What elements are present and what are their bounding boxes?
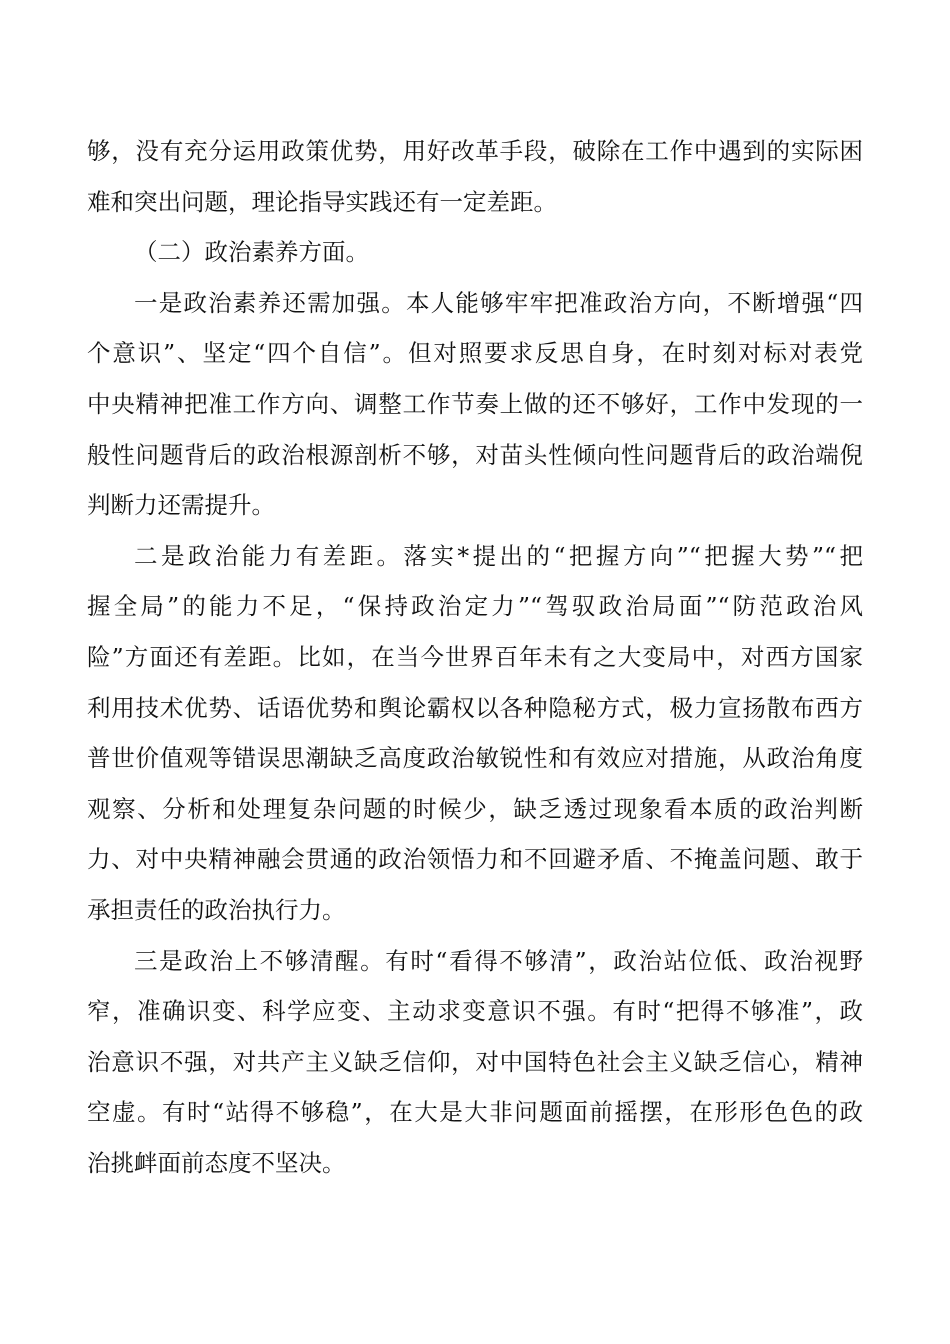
text-line: 治挑衅面前态度不坚决。 <box>87 1148 346 1177</box>
text-line: 中央精神把准工作方向、调整工作节奏上做的还不够好，工作中发现的一 <box>87 389 863 418</box>
paragraph-continued <box>87 126 863 227</box>
text-line: 够，没有充分运用政策优势，用好改革手段，破除在工作中遇到的实际困 <box>87 137 863 165</box>
text-line: 二是政治能力有差距。落实*提出的“把握方向”“把握大势”“把 <box>134 541 863 570</box>
text-line: 判断力还需提升。 <box>87 491 275 520</box>
text-line: 难和突出问题，理论指导实践还有一定差距。 <box>87 187 557 216</box>
text-line: 承担责任的政治执行力。 <box>87 895 346 924</box>
text-line: 三是政治上不够清醒。有时“看得不够清”，政治站位低、政治视野 <box>134 946 863 975</box>
text-line: 观察、分析和处理复杂问题的时候少，缺乏透过现象看本质的政治判断 <box>87 794 863 823</box>
text-line: 个意识”、坚定“四个自信”。但对照要求反思自身，在时刻对标对表党 <box>87 339 863 368</box>
text-line: 力、对中央精神融会贯通的政治领悟力和不回避矛盾、不掩盖问题、敢于 <box>87 845 863 874</box>
section-heading <box>87 227 863 278</box>
text-line: 窄，准确识变、科学应变、主动求变意识不强。有时“把得不够准”，政 <box>87 997 863 1026</box>
text-line: 一是政治素养还需加强。本人能够牢牢把准政治方向，不断增强“四 <box>134 288 863 317</box>
text-line: 利用技术优势、话语优势和舆论霸权以各种隐秘方式，极力宣扬散布西方 <box>87 693 863 722</box>
text-line: 险”方面还有差距。比如，在当今世界百年未有之大变局中，对西方国家 <box>87 642 863 671</box>
text-line: 般性问题背后的政治根源剖析不够，对苗头性倾向性问题背后的政治端倪 <box>87 440 863 469</box>
text-line: 普世价值观等错误思潮缺乏高度政治敏锐性和有效应对措施，从政治角度 <box>87 744 863 773</box>
text-line: 空虚。有时“站得不够稳”，在大是大非问题面前摇摆，在形形色色的政 <box>87 1098 863 1127</box>
document-body <box>87 126 863 1188</box>
paragraph-political-ability <box>87 531 863 936</box>
section-heading-text: （二）政治素养方面。 <box>134 238 369 267</box>
text-line: 治意识不强，对共产主义缺乏信仰，对中国特色社会主义缺乏信心，精神 <box>87 1047 863 1076</box>
text-line: 握全局”的能力不足，“保持政治定力”“驾驭政治局面”“防范政治风 <box>87 592 863 621</box>
paragraph-political-clarity <box>87 936 863 1189</box>
paragraph-political-literacy <box>87 278 863 531</box>
